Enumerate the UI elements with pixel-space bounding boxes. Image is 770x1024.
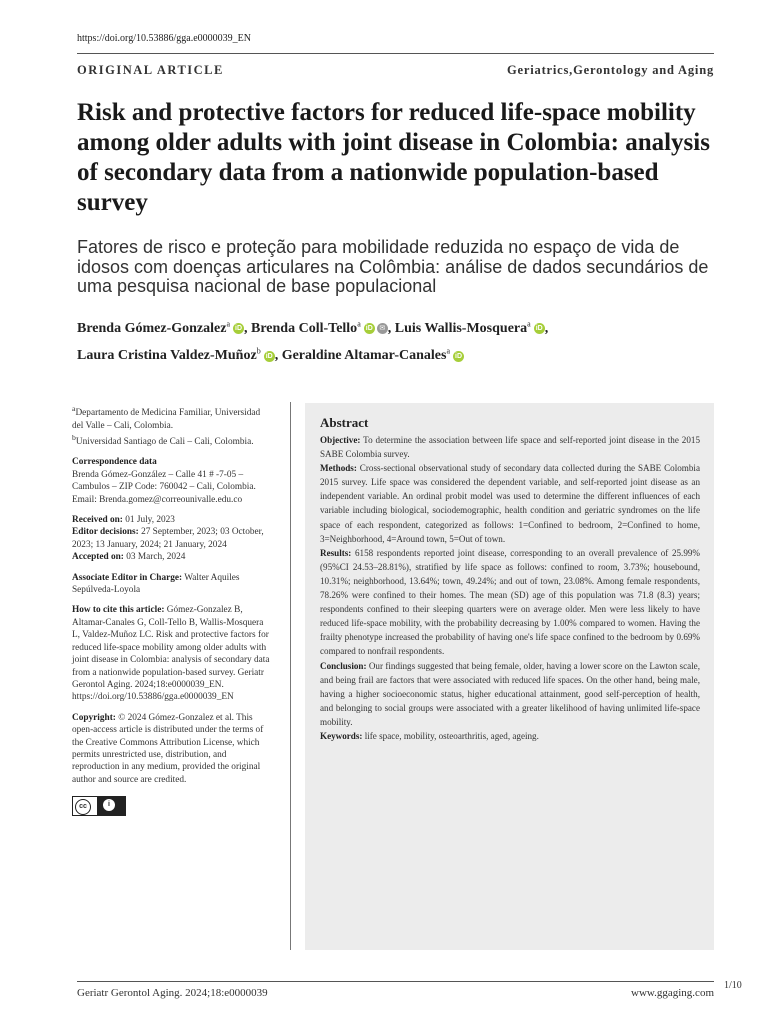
affiliation-2: Universidad Santiago de Cali – Cali, Colombia. bbox=[75, 437, 254, 447]
accepted-date: 03 March, 2024 bbox=[126, 552, 186, 563]
how-to-cite bbox=[72, 604, 272, 703]
dates bbox=[72, 514, 272, 564]
author-3 bbox=[395, 321, 548, 336]
abstract-objective bbox=[320, 433, 700, 461]
orcid-icon[interactable]: iD bbox=[265, 352, 273, 360]
objective-text: To determine the association between life space and self-reported joint disease in the 2015 SABE Colombia survey. bbox=[320, 435, 700, 460]
abstract-conclusion bbox=[320, 659, 700, 729]
copyright bbox=[72, 712, 272, 786]
objective-label: Objective: bbox=[320, 435, 361, 445]
decision-dates: 27 September, 2023; 03 October, 2023; 13 January, 2024; 21 January, 2024 bbox=[72, 527, 264, 550]
author-affiliation-mark: a bbox=[527, 319, 531, 328]
abstract-results bbox=[320, 546, 700, 659]
orcid-icon[interactable]: iD bbox=[235, 324, 242, 332]
cc-by-icon[interactable] bbox=[72, 796, 126, 816]
abstract-heading: Abstract bbox=[320, 415, 369, 430]
author-2 bbox=[251, 321, 391, 336]
footer-website[interactable]: www.ggaging.com bbox=[631, 987, 714, 999]
copyright-text: © 2024 Gómez-Gonzalez et al. This open-access article is distributed under the terms of the Creative Commons Attribution License, which permits unrestricted use, distribution, and reproduction in any medium, provided the original author and source are credited. bbox=[72, 712, 264, 785]
correspondence-text: Brenda Gómez-González – Calle 41 # -7-05 – Cambulos – ZIP Code: 760042 – Cali, Colombia. Email: Brenda.gomez@correounivalle.edu.co bbox=[72, 469, 256, 505]
associate-editor bbox=[72, 572, 272, 597]
citation-text: Gómez-Gonzalez B, Altamar-Canales G, Coll-Tello B, Wallis-Mosquera L, Valdez-Muñoz LC. Risk and protective factors for reduced life-space mobility among older adults with joint disease in Colombia: analysis of secondary data from a nationwide population-based survey. Geriatr Gerontol Aging. 2024;18:e0000039_EN. https://doi.org/10.53886/gga.e0000039_EN bbox=[72, 605, 270, 703]
by-person-icon: i bbox=[103, 799, 115, 811]
cc-circle-icon: cc bbox=[75, 799, 91, 815]
affiliation-1: Departamento de Medicina Familiar, Universidad del Valle – Cali, Colombia. bbox=[72, 408, 261, 431]
header-divider bbox=[77, 53, 714, 54]
footer-citation: Geriatr Gerontol Aging. 2024;18:e0000039 bbox=[77, 987, 268, 999]
page-number: 1/10 bbox=[724, 980, 742, 991]
author-4 bbox=[77, 348, 278, 363]
copyright-label: Copyright: bbox=[72, 712, 116, 723]
author-name: Laura Cristina Valdez-Muñoz bbox=[77, 348, 257, 364]
author-5 bbox=[282, 348, 464, 363]
affiliations bbox=[72, 403, 272, 448]
received-date: 01 July, 2023 bbox=[125, 515, 175, 526]
author-name: Luis Wallis-Mosquera bbox=[394, 320, 528, 336]
results-label: Results: bbox=[320, 547, 352, 558]
column-divider bbox=[290, 402, 291, 950]
abstract-methods bbox=[320, 461, 700, 546]
article-subtitle-portuguese: Fatores de risco e proteção para mobilidade reduzida no espaço de vida de idosos com doenças articulares na Colômbia: análise de dados secundários de uma pesquisa nacional de base populacional bbox=[77, 237, 709, 296]
separator: , bbox=[387, 320, 392, 336]
correspondence-label: Correspondence data bbox=[72, 457, 157, 468]
conclusion-label: Conclusion: bbox=[320, 660, 367, 671]
affiliation-mark: a bbox=[72, 404, 76, 413]
journal-name: Geriatrics,Gerontology and Aging bbox=[507, 63, 714, 77]
keywords-text: life space, mobility, osteoarthritis, aged, ageing. bbox=[364, 730, 539, 741]
conclusion-text: Our findings suggested that being female, older, having a lower score on the Lawton scale, and being frail are factors that were associated with reduced life spaces. On the other hand, being male, having a higher socioeconomic status, higher educational attainment, good self-perception of health, and belonging to social groups were associated with a greater likelihood of having unlimited life-space mobility. bbox=[320, 660, 700, 727]
article-title: Risk and protective factors for reduced life-space mobility among older adults with joint disease in Colombia: analysis of secondary data from a nationwide population-based survey bbox=[77, 99, 710, 216]
editor-label: Associate Editor in Charge: bbox=[72, 572, 183, 583]
author-name: Brenda Gómez-Gonzalez bbox=[77, 320, 227, 336]
author-affiliation-mark: a bbox=[226, 319, 230, 328]
orcid-icon[interactable]: iD bbox=[455, 352, 462, 360]
keywords-label: Keywords: bbox=[320, 730, 363, 741]
article-sidebar bbox=[72, 403, 272, 821]
orcid-icon[interactable]: iD bbox=[365, 324, 373, 332]
footer-divider bbox=[77, 981, 714, 982]
article-type-label: ORIGINAL ARTICLE bbox=[77, 63, 224, 77]
decisions-label: Editor decisions: bbox=[72, 527, 139, 538]
separator: , bbox=[274, 348, 279, 364]
separator: , bbox=[244, 320, 248, 336]
abstract-keywords bbox=[320, 729, 700, 743]
methods-label: Methods: bbox=[320, 463, 357, 474]
author-name: Geraldine Altamar-Canales bbox=[281, 348, 447, 364]
results-text: 6158 respondents reported joint disease, corresponding to an overall prevalence of 25.99% (95%CI 24.53–28.81%), stratified by life space as follows: confined to room, 3.73%; housebound, 10.31%; neighborhood, 13.64%; town, 49.24%; and out of town, 23.08%. Among female respondents, 78.26% were confined to their homes. The mean (SD) age of this population was 71.8 (8.3) years; respondents confined to their sleeping quarters were on average older. Men were less likely to have reduced life-space mobility, with the probability decreasing by 1.00% compared to women. Having the frailty phenotype increased the probability of having one's life space confined to the bedroom by 0.69% compared to nonfrail respondents. bbox=[320, 547, 700, 657]
cite-label: How to cite this article: bbox=[72, 605, 165, 616]
correspondence bbox=[72, 456, 272, 506]
author-affiliation-mark: b bbox=[256, 346, 261, 356]
abstract-box bbox=[305, 403, 714, 950]
accepted-label: Accepted on: bbox=[72, 552, 124, 563]
doi-link[interactable]: https://doi.org/10.53886/gga.e0000039_EN bbox=[77, 33, 251, 44]
author-1 bbox=[77, 321, 248, 336]
received-label: Received on: bbox=[72, 515, 123, 526]
author-affiliation-mark: a bbox=[357, 319, 361, 328]
mail-icon[interactable]: ✉ bbox=[377, 323, 388, 334]
author-affiliation-mark: a bbox=[446, 346, 450, 356]
methods-text: Cross-sectional observational study of secondary data collected during the SABE Colombia 2015 survey. Life space was considered the dependent variable, and self-reported joint disease as an independent variable. An ordinal probit model was used to determine the different influences of each variable including biological, sociodemographic, health condition and geriatric syndromes on the life space of each respondent, categorized as follows: 1=Confined to bedroom, 2=Confined to home, 3=Neighborhood, 4=Around town, 5=Out of town. bbox=[320, 463, 700, 544]
author-name: Brenda Coll-Tello bbox=[251, 320, 358, 336]
affiliation-mark: b bbox=[72, 432, 76, 442]
author-list bbox=[77, 312, 737, 367]
editor-name: Walter Aquiles Sepúlveda-Loyola bbox=[72, 572, 240, 596]
separator: , bbox=[544, 320, 549, 336]
orcid-icon[interactable]: iD bbox=[535, 324, 543, 332]
